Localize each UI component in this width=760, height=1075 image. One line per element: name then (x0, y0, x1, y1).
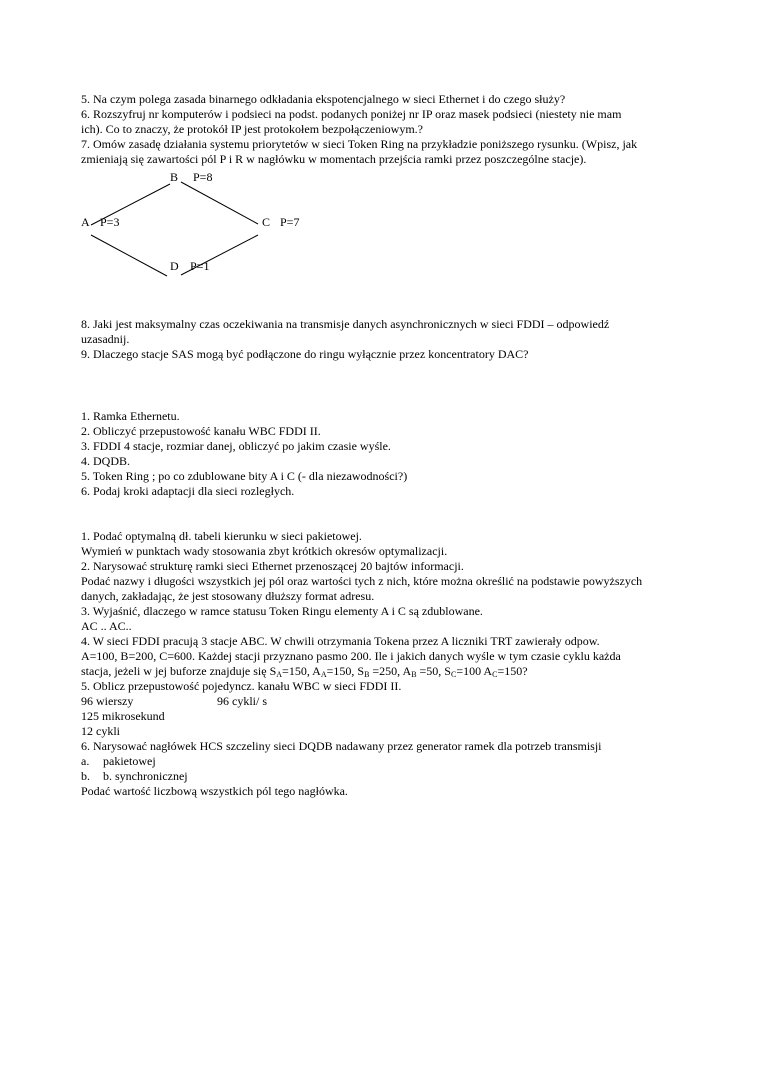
node-d-label: D (170, 259, 179, 273)
text-line: ich). Co to znaczy, że protokół IP jest protokołem bezpołączeniowym.? (81, 122, 423, 136)
option-a-letter: a. (81, 754, 90, 768)
rows-label: 96 wierszy (81, 694, 134, 708)
option-b-text: b. synchronicznej (103, 769, 188, 783)
text-line: 5. Oblicz przepustowość pojedyncz. kanału WBC w sieci FDDI II. (81, 679, 402, 693)
text-line: 5. Na czym polega zasada binarnego odkładania ekspotencjalnego w sieci Ethernet i do czego służy? (81, 92, 566, 106)
option-b-letter: b. (81, 769, 90, 783)
text-line: 6. Podaj kroki adaptacji dla sieci rozległych. (81, 484, 295, 498)
cycles-label: 96 cykli/ s (217, 694, 267, 708)
text-line: 1. Ramka Ethernetu. (81, 409, 180, 423)
questions-block-3 (81, 409, 681, 499)
questions-block-4 (81, 529, 681, 799)
rows-cycles-line (81, 694, 681, 709)
text-line: 3. FDDI 4 stacje, rozmiar danej, obliczyć po jakim czasie wyśle. (81, 439, 391, 453)
diagram-lines (81, 167, 681, 317)
node-d-priority: P=1 (190, 259, 210, 273)
text-line: 6. Narysować nagłówek HCS szczeliny sieci DQDB nadawany przez generator ramek dla potrzeb transmisji (81, 739, 602, 753)
text-line: 12 cykli (81, 724, 120, 738)
node-c-priority: P=7 (280, 215, 300, 229)
node-a-label: A (81, 215, 90, 229)
text-line: A=100, B=200, C=600. Każdej stacji przyznano pasmo 200. Ile i jakich danych wyśle w tym czasie cyklu każda (81, 649, 621, 663)
document-page (81, 92, 681, 799)
text-line: 9. Dlaczego stacje SAS mogą być podłączone do ringu wyłącznie przez koncentratory DAC? (81, 347, 529, 361)
buffer-equation: stacja, jeżeli w jej buforze znajduje się $S_A=150$, $A_A=150$, $S_B =250$, $A_B =50$, $S_C=100$ $A_C=150$? (81, 664, 528, 679)
questions-block-1 (81, 92, 681, 167)
text-line: Podać wartość liczbową wszystkich pól tego nagłówka. (81, 784, 348, 798)
node-b-priority: P=8 (193, 170, 213, 184)
text-line: danych, zakładając, że jest stosowany dłuższy format adresu. (81, 589, 375, 603)
option-a-text: pakietowej (103, 754, 156, 768)
text-line: 3. Wyjaśnić, dlaczego w ramce statusu Token Ringu elementy A i C są zdublowane. (81, 604, 483, 618)
text-line: 1. Podać optymalną dł. tabeli kierunku w sieci pakietowej. (81, 529, 362, 543)
text-line: 2. Obliczyć przepustowość kanału WBC FDDI II. (81, 424, 321, 438)
node-a-priority: P=3 (100, 215, 120, 229)
text-line: 2. Narysować strukturę ramki sieci Ethernet przenoszącej 20 bajtów informacji. (81, 559, 464, 573)
text-line: zmieniają się zawartości pól P i R w nagłówku w momentach przejścia ramki przez poszczególne stacje). (81, 152, 587, 166)
text-line: 6. Rozszyfruj nr komputerów i podsieci na podst. podanych poniżej nr IP oraz masek podsieci (niestety nie mam (81, 107, 622, 121)
option-b (81, 769, 681, 784)
text-line: 7. Omów zasadę działania systemu priorytetów w sieci Token Ring na przykładzie poniższego rysunku. (Wpisz, jak (81, 137, 638, 151)
edge-b-c (181, 182, 258, 224)
questions-block-2 (81, 317, 681, 362)
node-b-label: B (170, 170, 179, 184)
option-a (81, 754, 681, 769)
text-line: 8. Jaki jest maksymalny czas oczekiwania na transmisje danych asynchronicznych w sieci FDDI – odpowiedź (81, 317, 610, 331)
text-line: AC .. AC.. (81, 619, 132, 633)
text-line: uzasadnij. (81, 332, 130, 346)
text-line: Wymień w punktach wady stosowania zbyt krótkich okresów optymalizacji. (81, 544, 448, 558)
text-line: Podać nazwy i długości wszystkich jej pól oraz wartości tych z nich, które można określić na podstawie powyższych (81, 574, 643, 588)
text-line: 4. W sieci FDDI pracują 3 stacje ABC. W chwili otrzymania Tokena przez A liczniki TRT zawierały odpow. (81, 634, 600, 648)
edge-a-d (91, 235, 167, 276)
text-line: 4. DQDB. (81, 454, 131, 468)
text-line: 125 mikrosekund (81, 709, 165, 723)
text-line: 5. Token Ring ; po co zdublowane bity A i C (- dla niezawodności?) (81, 469, 408, 483)
node-c-label: C (262, 215, 271, 229)
token-ring-diagram (81, 167, 681, 317)
